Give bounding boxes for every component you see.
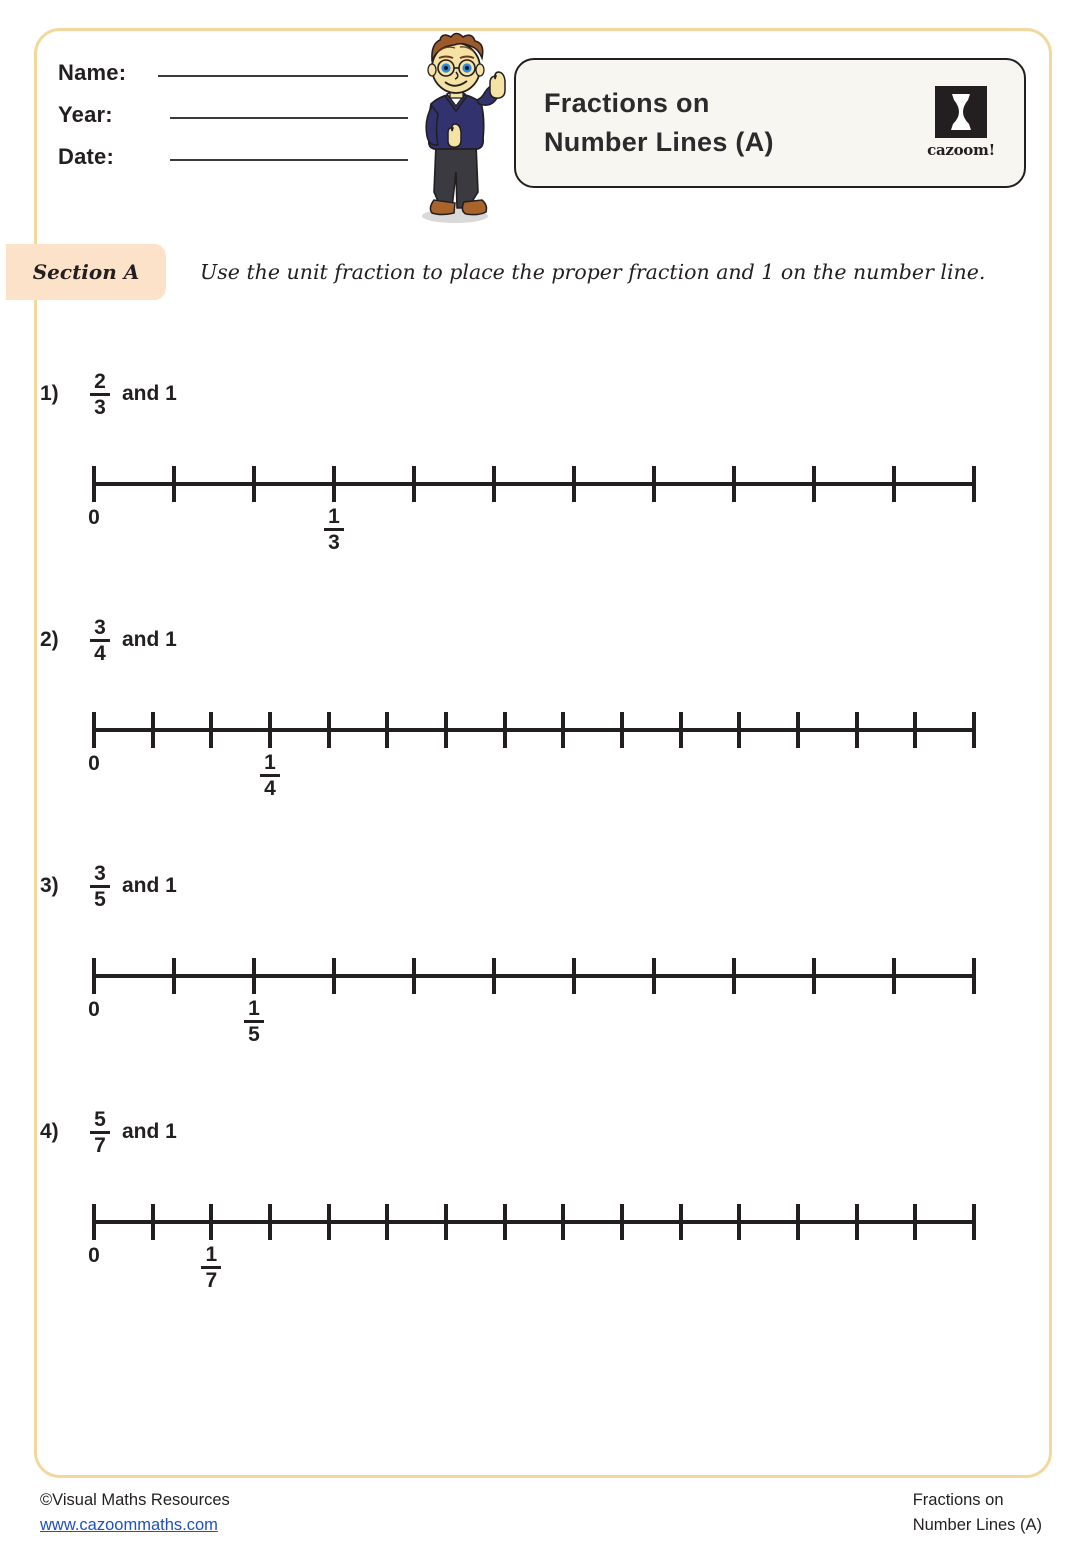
number-line-tick (503, 1204, 507, 1240)
number-line-axis (94, 728, 974, 732)
number-line-tick (855, 1204, 859, 1240)
name-input-line[interactable] (158, 75, 408, 77)
number-line-tick (652, 466, 656, 502)
number-line-tick (492, 958, 496, 994)
question-2-prompt (40, 616, 177, 664)
number-line-1-unit-fraction-label (320, 506, 348, 553)
number-line-4[interactable] (88, 1200, 974, 1292)
date-field-row (58, 144, 408, 186)
cazoom-logo-mark (935, 86, 987, 138)
number-line-axis (94, 482, 974, 486)
boy-pointing-icon (398, 32, 518, 227)
number-line-tick (492, 466, 496, 502)
number-line-4-zero-label (88, 1244, 100, 1268)
number-line-tick (855, 712, 859, 748)
fraction-denominator: 5 (94, 887, 106, 911)
fraction-denominator: 3 (94, 395, 106, 419)
question-1-and-one: and 1 (122, 382, 177, 405)
question-3-and-one: and 1 (122, 874, 177, 897)
number-line-tick (209, 1204, 213, 1240)
unit-fraction-numerator: 1 (328, 505, 340, 528)
question-2-fraction (90, 617, 110, 664)
number-line-tick (444, 1204, 448, 1240)
number-line-tick (151, 712, 155, 748)
fraction-numerator: 2 (94, 369, 106, 393)
number-line-tick (812, 958, 816, 994)
year-field-row (58, 102, 408, 144)
number-line-tick (252, 958, 256, 994)
number-line-axis (94, 974, 974, 978)
number-line-tick (385, 1204, 389, 1240)
number-line-tick (92, 958, 96, 994)
number-line-tick (412, 958, 416, 994)
worksheet-title-box (514, 58, 1026, 188)
date-input-line[interactable] (170, 159, 408, 161)
number-line-1[interactable] (88, 462, 974, 554)
fraction-numerator: 5 (94, 1107, 106, 1131)
footer-copyright: ©Visual Maths Resources (40, 1491, 230, 1509)
fraction-numerator: 3 (94, 615, 106, 639)
number-line-tick (327, 712, 331, 748)
number-line-tick (732, 958, 736, 994)
section-tab-label: Section A (32, 260, 140, 284)
number-line-tick (172, 958, 176, 994)
name-field-row (58, 60, 408, 102)
question-1-prompt (40, 370, 177, 418)
number-line-tick (172, 466, 176, 502)
number-line-tick (972, 958, 976, 994)
footer-title-line2: Number Lines (A) (912, 1515, 1042, 1534)
unit-fraction-denominator: 7 (205, 1269, 218, 1292)
worksheet-title (544, 84, 774, 162)
number-line-tick (332, 958, 336, 994)
number-line-4-unit-fraction-label (197, 1244, 225, 1291)
footer-website-link[interactable]: www.cazoommaths.com (40, 1515, 218, 1534)
fraction-numerator: 3 (94, 861, 106, 885)
unit-fraction-denominator: 3 (328, 531, 340, 554)
unit-fraction (324, 506, 344, 553)
student-info-fields (58, 60, 408, 186)
number-line-1-zero-label (88, 506, 100, 530)
question-4-fraction (90, 1109, 110, 1156)
number-line-tick (327, 1204, 331, 1240)
zero-label-text: 0 (88, 998, 100, 1021)
fraction-denominator: 7 (94, 1133, 106, 1157)
number-line-tick (151, 1204, 155, 1240)
number-line-tick (572, 466, 576, 502)
question-3-prompt (40, 862, 177, 910)
number-line-tick (620, 1204, 624, 1240)
number-line-tick (92, 1204, 96, 1240)
unit-fraction-denominator: 5 (248, 1023, 260, 1046)
number-line-tick (503, 712, 507, 748)
year-label: Year: (58, 102, 113, 127)
year-input-line[interactable] (170, 117, 408, 119)
question-1-fraction (90, 371, 110, 418)
number-line-tick (385, 712, 389, 748)
number-line-tick (679, 1204, 683, 1240)
question-2-number: 2) (40, 628, 59, 651)
unit-fraction (260, 752, 280, 799)
unit-fraction (201, 1244, 221, 1291)
question-3-fraction (90, 863, 110, 910)
number-line-2-unit-fraction-label (256, 752, 284, 799)
question-1-number: 1) (40, 382, 59, 405)
question-4-number: 4) (40, 1120, 59, 1143)
number-line-tick (972, 1204, 976, 1240)
number-line-tick (92, 466, 96, 502)
name-label: Name: (58, 60, 127, 85)
number-line-tick (737, 1204, 741, 1240)
fraction-denominator: 4 (94, 641, 106, 665)
number-line-tick (812, 466, 816, 502)
worksheet-title-line1: Fractions on (544, 88, 710, 118)
number-line-tick (252, 466, 256, 502)
number-line-tick (444, 712, 448, 748)
footer-title-line1: Fractions on (912, 1491, 1004, 1509)
number-line-2-zero-label (88, 752, 100, 776)
number-line-tick (892, 466, 896, 502)
question-3-number: 3) (40, 874, 59, 897)
cazoom-logo (922, 86, 1000, 168)
section-instruction: Use the unit fraction to place the proper fraction and 1 on the number line. (200, 260, 986, 284)
unit-fraction-denominator: 4 (264, 777, 276, 800)
question-2-and-one: and 1 (122, 628, 177, 651)
number-line-3-unit-fraction-label (240, 998, 268, 1045)
question-4-and-one: and 1 (122, 1120, 177, 1143)
number-line-tick (268, 1204, 272, 1240)
worksheet-header (0, 0, 1086, 230)
number-line-tick (209, 712, 213, 748)
number-line-tick (561, 1204, 565, 1240)
zero-label-text: 0 (88, 752, 100, 775)
unit-fraction-numerator: 1 (205, 1243, 218, 1266)
number-line-tick (737, 712, 741, 748)
number-line-tick (620, 712, 624, 748)
worksheet-footer (34, 1488, 1052, 1548)
number-line-tick (972, 466, 976, 502)
number-line-tick (732, 466, 736, 502)
zero-label-text: 0 (88, 1244, 100, 1267)
footer-worksheet-name (913, 1488, 1042, 1538)
number-line-tick (412, 466, 416, 502)
worksheet-title-line2: Number Lines (A) (544, 127, 774, 158)
zero-label-text: 0 (88, 506, 100, 529)
unit-fraction-numerator: 1 (264, 751, 276, 774)
number-line-tick (892, 958, 896, 994)
number-line-tick (332, 466, 336, 502)
cazoom-logo-text: cazoom! (927, 141, 995, 159)
number-line-3-zero-label (88, 998, 100, 1022)
unit-fraction-numerator: 1 (248, 997, 260, 1020)
number-line-tick (913, 712, 917, 748)
section-banner (0, 244, 1086, 300)
number-line-tick (92, 712, 96, 748)
number-line-3[interactable] (88, 954, 974, 1046)
number-line-axis (94, 1220, 974, 1224)
question-4-prompt (40, 1108, 177, 1156)
number-line-tick (796, 1204, 800, 1240)
number-line-tick (561, 712, 565, 748)
unit-fraction (244, 998, 264, 1045)
number-line-tick (652, 958, 656, 994)
section-tab (6, 244, 166, 300)
number-line-2[interactable] (88, 708, 974, 800)
date-label: Date: (58, 144, 115, 169)
number-line-tick (679, 712, 683, 748)
number-line-tick (972, 712, 976, 748)
footer-credits (40, 1488, 230, 1538)
number-line-tick (572, 958, 576, 994)
number-line-tick (913, 1204, 917, 1240)
number-line-tick (268, 712, 272, 748)
number-line-tick (796, 712, 800, 748)
